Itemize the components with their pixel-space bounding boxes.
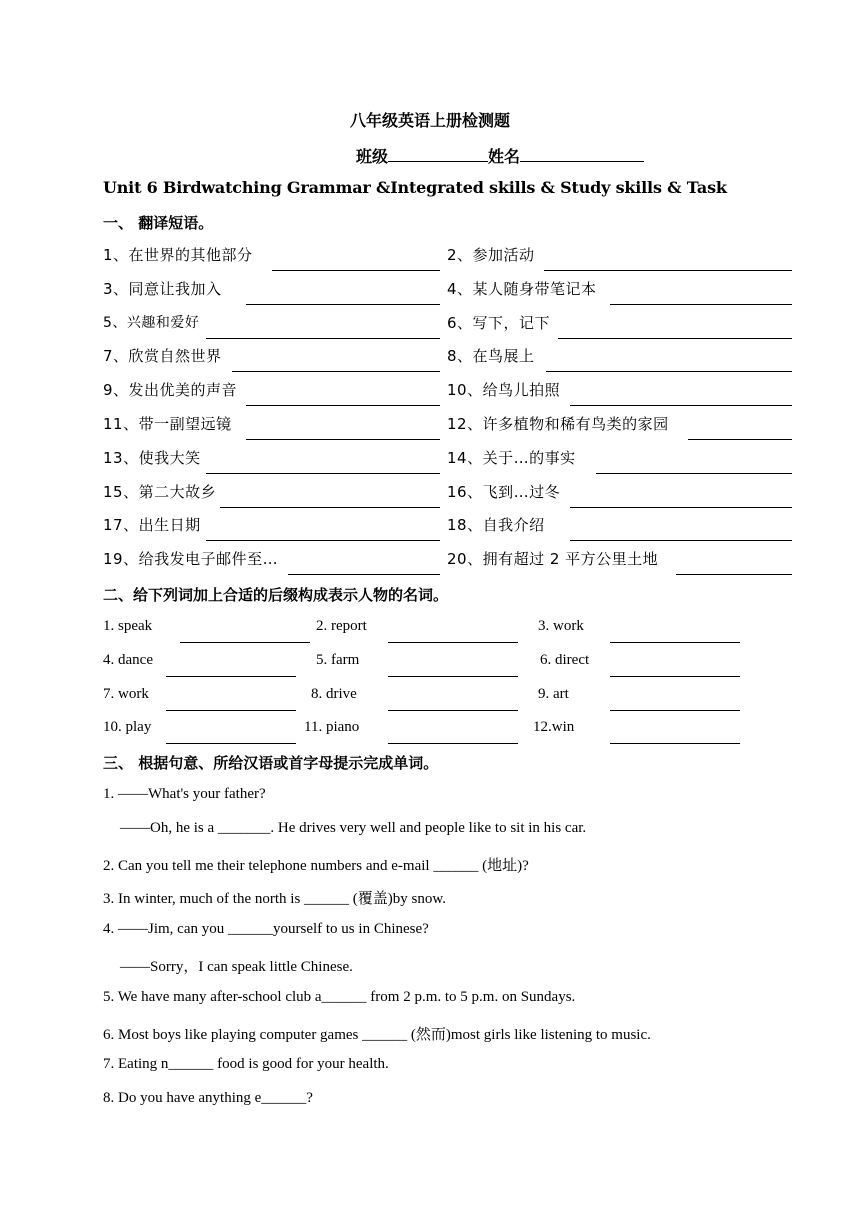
phrase-item: 7、欣赏自然世界 <box>103 347 222 366</box>
name-blank <box>520 147 644 162</box>
answer-blank[interactable] <box>206 338 440 339</box>
answer-blank[interactable] <box>570 540 792 541</box>
phrase-item: 10、给鸟儿拍照 <box>447 381 561 400</box>
class-name-line <box>356 144 644 167</box>
suffix-word: 10. play <box>103 719 152 736</box>
suffix-word: 7. work <box>103 685 149 702</box>
answer-blank[interactable] <box>570 405 792 406</box>
suffix-word: 11. piano <box>304 719 360 736</box>
sentence-item: 1. ——What's your father? <box>103 786 266 802</box>
phrase-item: 9、发出优美的声音 <box>103 381 238 400</box>
phrase-item: 11、带一副望远镜 <box>103 415 232 433</box>
phrase-item: 17、出生日期 <box>103 516 201 535</box>
phrase-item: 8、在鸟展上 <box>447 347 535 366</box>
phrase-item: 18、自我介绍 <box>447 516 545 535</box>
phrase-item: 14、关于…的事实 <box>447 448 576 467</box>
answer-blank[interactable] <box>388 642 518 643</box>
answer-blank[interactable] <box>388 743 518 744</box>
phrase-item: 15、第二大故乡 <box>103 482 217 501</box>
suffix-word: 8. drive <box>311 685 357 702</box>
suffix-word: 12.win <box>533 719 575 736</box>
sentence-item: 7. Eating n______ food is good for your health. <box>103 1056 389 1073</box>
section2-heading: 二、给下列词加上合适的后缀构成表示人物的名词。 <box>103 586 449 604</box>
answer-blank[interactable] <box>288 574 440 575</box>
answer-blank[interactable] <box>610 743 740 744</box>
answer-blank[interactable] <box>570 507 792 508</box>
sentence-item: 4. ——Jim, can you ______yourself to us in Chinese? <box>103 921 429 938</box>
phrase-item: 4、某人随身带笔记本 <box>447 279 597 298</box>
answer-blank[interactable] <box>180 642 310 643</box>
section1-heading: 一、 翻译短语。 <box>103 214 214 232</box>
section3-heading: 三、 根据句意、所给汉语或首字母提示完成单词。 <box>103 754 439 772</box>
phrase-item: 16、飞到…过冬 <box>447 482 561 501</box>
answer-blank[interactable] <box>206 473 440 474</box>
suffix-word: 2. report <box>316 618 367 634</box>
answer-blank[interactable] <box>206 540 440 541</box>
sentence-item: 5. We have many after-school club a______ from 2 p.m. to 5 p.m. on Sundays. <box>103 988 576 1005</box>
answer-blank[interactable] <box>272 270 440 271</box>
phrase-item: 1、在世界的其他部分 <box>103 246 253 264</box>
answer-blank[interactable] <box>246 304 440 305</box>
answer-blank[interactable] <box>232 371 440 372</box>
sentence-item: 6. Most boys like playing computer games ______ (然而)most girls like listening to music. <box>103 1026 651 1043</box>
phrase-item: 6、写下，记下 <box>447 313 551 332</box>
suffix-word: 5. farm <box>316 651 360 668</box>
answer-blank[interactable] <box>676 574 792 575</box>
phrase-item: 20、拥有超过 2 平方公里土地 <box>447 550 659 569</box>
sentence-item: 2. Can you tell me their telephone numbers and e-mail ______ (地址)? <box>103 857 529 874</box>
class-blank <box>388 147 488 162</box>
answer-blank[interactable] <box>220 507 440 508</box>
class-label: 班级 <box>356 147 389 166</box>
suffix-word: 1. speak <box>103 618 153 634</box>
phrase-item: 13、使我大笑 <box>103 448 201 467</box>
suffix-word: 6. direct <box>540 651 590 668</box>
answer-blank[interactable] <box>166 676 296 677</box>
answer-blank[interactable] <box>544 270 792 271</box>
answer-blank[interactable] <box>388 710 518 711</box>
answer-blank[interactable] <box>610 304 792 305</box>
suffix-word: 4. dance <box>103 651 153 668</box>
phrase-item: 19、给我发电子邮件至… <box>103 550 279 569</box>
phrase-item: 12、许多植物和稀有鸟类的家园 <box>447 415 669 433</box>
unit-title: Unit 6 Birdwatching Grammar &Integrated skills & Study skills & Task <box>103 178 727 197</box>
answer-blank[interactable] <box>246 405 440 406</box>
answer-blank[interactable] <box>246 439 440 440</box>
page-title: 八年级英语上册检测题 <box>349 111 510 130</box>
sentence-item: ——Sorry，I can speak little Chinese. <box>120 959 353 975</box>
answer-blank[interactable] <box>546 371 792 372</box>
answer-blank[interactable] <box>558 338 792 339</box>
sentence-item: 3. In winter, much of the north is ______ (覆盖)by snow. <box>103 891 446 908</box>
answer-blank[interactable] <box>596 473 792 474</box>
suffix-word: 9. art <box>538 685 569 702</box>
answer-blank[interactable] <box>610 710 740 711</box>
phrase-item: 5、兴趣和爱好 <box>103 314 200 331</box>
sentence-item: 8. Do you have anything e______? <box>103 1090 313 1107</box>
phrase-item: 2、参加活动 <box>447 246 535 264</box>
answer-blank[interactable] <box>166 743 296 744</box>
answer-blank[interactable] <box>610 676 740 677</box>
answer-blank[interactable] <box>688 439 792 440</box>
name-label: 姓名 <box>488 147 521 166</box>
sentence-item: ——Oh, he is a _______. He drives very well and people like to sit in his car. <box>120 819 587 836</box>
answer-blank[interactable] <box>388 676 518 677</box>
answer-blank[interactable] <box>610 642 740 643</box>
answer-blank[interactable] <box>166 710 296 711</box>
phrase-item: 3、同意让我加入 <box>103 279 222 298</box>
suffix-word: 3. work <box>538 618 584 634</box>
